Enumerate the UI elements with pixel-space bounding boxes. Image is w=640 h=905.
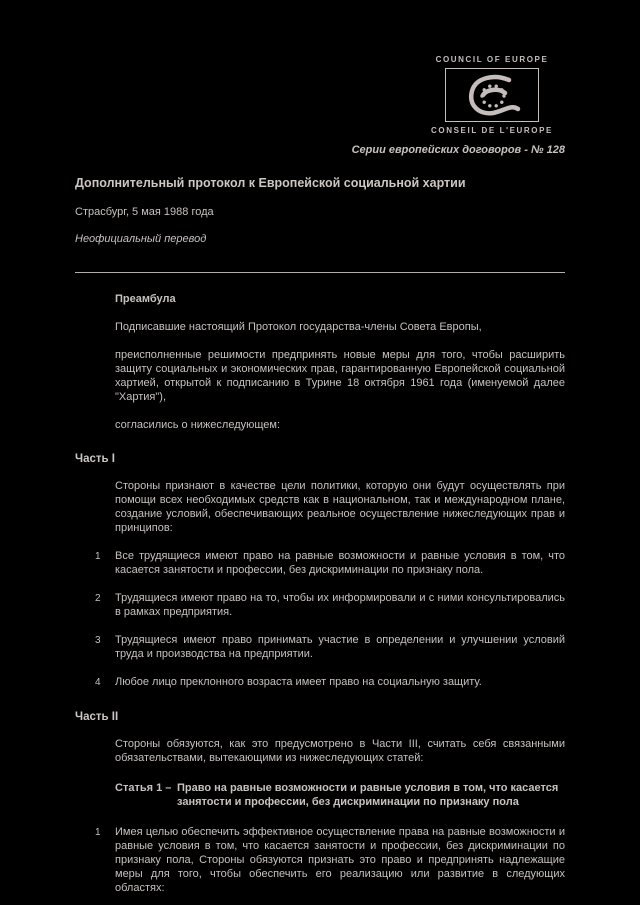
- item-text: Все трудящиеся имеют право на равные возможности и равные условия в том, что касается занятости и профессии, без дискриминации по признаку пола.: [115, 550, 565, 576]
- item-number: 4: [95, 677, 101, 688]
- item-text: Имея целью обеспечить эффективное осуществление права на равные возможности и равные условия в том, что касается занятости и профессии, без дискриминации по признаку пола, Стороны обязуются признать это право и предпринять надлежащие меры для того, чтобы обеспечить его реализацию или развитие в следующих областях:: [115, 826, 565, 894]
- council-of-europe-logo: [431, 55, 553, 135]
- item-number: 2: [95, 593, 101, 604]
- preamble-paragraph: Подписавшие настоящий Протокол государства-члены Совета Европы,: [115, 321, 482, 333]
- part-1-item-4: [95, 675, 565, 690]
- part-1-item-1: [95, 549, 565, 577]
- part-1-heading: Часть I: [75, 453, 115, 465]
- coe-emblem-icon: [449, 72, 535, 118]
- treaty-series-line: Серии европейских договоров - № 128: [351, 144, 565, 156]
- item-text: Трудящиеся имеют право принимать участие в определении и улучшении условий труда и производства на предприятии.: [115, 634, 565, 660]
- logo-caption-french: CONSEIL DE L'EUROPE: [431, 126, 553, 135]
- article-1-label: Статья 1 –: [115, 782, 172, 794]
- part-1-intro: Стороны признают в качестве цели политики, которую они будут осуществлять при помощи всех необходимых средств как в национальном, так и международном плане, создание условий, обеспечивающих реальное осуществление нижеследующих прав и принципов:: [115, 480, 565, 534]
- preamble-section: [115, 292, 565, 432]
- part-1-item-3: [95, 633, 565, 661]
- preamble-paragraph: согласились о нижеследующем:: [115, 419, 281, 431]
- item-text: Любое лицо преклонного возраста имеет право на социальную защиту.: [115, 676, 482, 688]
- preamble-heading: Преамбула: [115, 293, 176, 305]
- article-1-item-1: [95, 825, 565, 895]
- item-number: 1: [95, 827, 101, 838]
- unofficial-translation-note: Неофициальный перевод: [75, 233, 207, 245]
- article-1-title: Право на равные возможности и равные условия в том, что касается занятости и профессии, без дискриминации по признаку пола: [177, 782, 559, 808]
- horizontal-rule: [75, 272, 565, 273]
- item-number: 3: [95, 635, 101, 646]
- part-2-heading: Часть II: [75, 711, 119, 723]
- item-text: Трудящиеся имеют право на то, чтобы их информировали и с ними консультировались в рамках предприятия.: [115, 592, 565, 618]
- logo-emblem-box: [445, 68, 539, 122]
- item-number: 1: [95, 551, 101, 562]
- part-2-intro: Стороны обязуются, как это предусмотрено в Части III, считать себя связанными обязательствами, вытекающими из нижеследующих статей:: [115, 738, 565, 764]
- logo-caption-english: COUNCIL OF EUROPE: [435, 55, 549, 64]
- preamble-paragraph: преисполненные решимости предпринять новые меры для того, чтобы расширить защиту социальных и экономических прав, гарантированную Европейской социальной хартией, открытой к подписанию в Турине 18 октября 1961 года (именуемой далее "Хартия"),: [115, 349, 565, 403]
- document-title: Дополнительный протокол к Европейской социальной хартии: [75, 176, 466, 190]
- part-1-intro-block: [115, 479, 565, 535]
- part-1-item-2: [95, 591, 565, 619]
- article-1-heading: [115, 781, 565, 809]
- place-date-line: Страсбург, 5 мая 1988 года: [75, 206, 214, 218]
- part-2-intro-block: [115, 737, 565, 765]
